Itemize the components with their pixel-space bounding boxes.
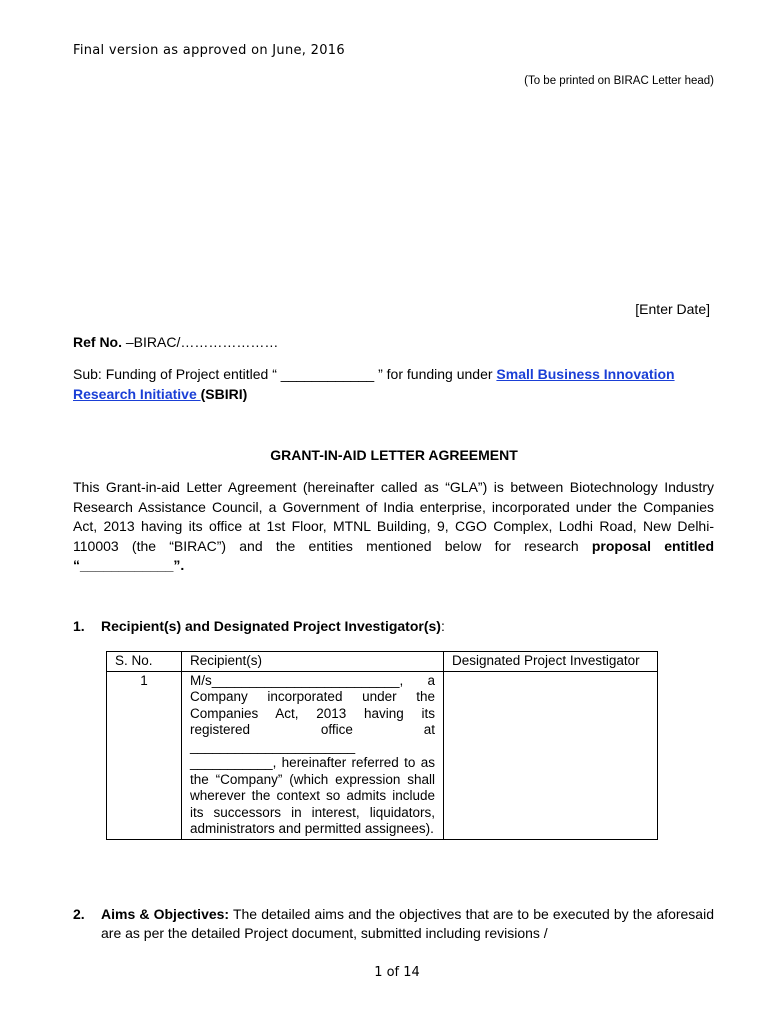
subject-suffix: (SBIRI) [200, 386, 248, 402]
section-2-body [101, 905, 714, 942]
date-placeholder: [Enter Date] [635, 301, 710, 317]
header-sno: S. No. [107, 652, 182, 672]
print-note: (To be printed on BIRAC Letter head) [524, 75, 714, 87]
section-1-title: Recipient(s) and Designated Project Investigator(s) [101, 618, 441, 634]
header-investigator: Designated Project Investigator [444, 652, 658, 672]
table-header-row [107, 652, 658, 672]
intro-paragraph [73, 478, 714, 576]
section-2-title: Aims & Objectives: [101, 906, 230, 922]
reference-number [73, 334, 278, 350]
intro-bold: proposal entitled “____________”. [73, 537, 714, 573]
section-2-text: The detailed aims and the objectives that are to be executed by the aforesaid are as per the detailed Project document, submitted including revisions / [101, 906, 714, 941]
cell-recipient: M/s_________________________, a Company incorporated under the Companies Act, 2013 having its registered office at ______________________ ___________, hereinafter referred to as the “Company” (which expression shall wherever the context so admits include its successors in interest, liquidators, administrators and permitted assignees). [182, 671, 444, 839]
subject-prefix: Sub: Funding of Project entitled “ ____________ ” for funding under [73, 366, 497, 382]
section-2 [73, 905, 714, 942]
agreement-title: GRANT-IN-AID LETTER AGREEMENT [270, 447, 518, 463]
section-1-colon: : [440, 618, 445, 634]
recipients-table [106, 651, 658, 840]
table-row [107, 671, 658, 839]
ref-label: Ref No. [73, 334, 122, 350]
ref-value: –BIRAC/………………… [122, 334, 279, 350]
section-2-number: 2. [73, 906, 85, 922]
sbiri-link[interactable]: Small Business Innovation Research Initiative [73, 366, 675, 402]
cell-investigator [444, 671, 658, 839]
header-recipient: Recipient(s) [182, 652, 444, 672]
intro-text: This Grant-in-aid Letter Agreement (hereinafter called as “GLA”) is between Biotechnology Industry Research Assistance Council, a Government of India enterprise, incorporated under the Companies Act, 2013 having its office at 1st Floor, MTNL Building, 9, CGO Complex, Lodhi Road, New Delhi- 110003 (the “BIRAC”) and the entities mentioned below for research [73, 479, 714, 554]
version-line: Final version as approved on June, 2016 [73, 43, 345, 58]
subject-line [73, 364, 713, 404]
section-1-heading [73, 618, 445, 634]
cell-sno: 1 [107, 671, 182, 839]
section-1-number: 1. [73, 618, 85, 634]
page-indicator: 1 of 14 [374, 965, 420, 980]
